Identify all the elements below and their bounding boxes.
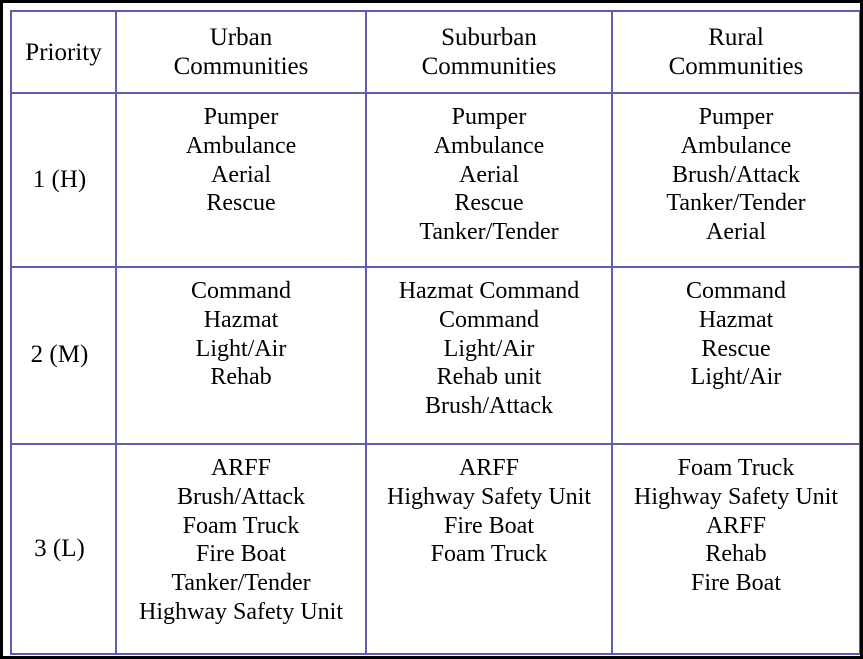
apparatus-list-rural xyxy=(613,94,859,247)
apparatus-item: Hazmat xyxy=(203,306,279,333)
apparatus-item: Light/Air xyxy=(195,335,287,362)
apparatus-item: Aerial xyxy=(459,161,519,188)
apparatus-item: Highway Safety Unit xyxy=(634,483,838,510)
priority-label: 3 (L) xyxy=(34,534,85,562)
apparatus-item: Hazmat Command xyxy=(398,278,580,304)
apparatus-item: Aerial xyxy=(211,161,271,188)
table-body xyxy=(11,93,860,654)
priority-cell xyxy=(11,444,116,654)
priority-cell xyxy=(11,267,116,444)
apparatus-item: Pumper xyxy=(203,104,279,130)
apparatus-cell-rural xyxy=(612,267,860,444)
apparatus-item: Rescue xyxy=(206,190,276,217)
table-row xyxy=(11,267,860,444)
column-header-priority-label xyxy=(12,38,115,67)
apparatus-item: Rescue xyxy=(701,335,771,362)
column-header-suburban-label xyxy=(367,23,611,81)
column-header-suburban-line1: Suburban xyxy=(441,24,537,51)
apparatus-cell-urban xyxy=(116,267,366,444)
apparatus-item: Rehab xyxy=(210,364,272,391)
apparatus-item: ARFF xyxy=(705,512,767,539)
apparatus-list-urban xyxy=(117,268,365,392)
apparatus-cell-rural xyxy=(612,444,860,654)
apparatus-item: Tanker/Tender xyxy=(666,190,806,217)
priority-cell xyxy=(11,93,116,267)
apparatus-cell-urban xyxy=(116,93,366,267)
table-row xyxy=(11,444,860,654)
apparatus-cell-suburban xyxy=(366,444,612,654)
apparatus-item: Tanker/Tender xyxy=(419,219,559,246)
column-header-urban-label xyxy=(117,23,365,81)
column-header-urban-line2: Communities xyxy=(173,53,309,80)
apparatus-item: Ambulance xyxy=(433,132,545,159)
apparatus-item: Aerial xyxy=(706,219,766,246)
apparatus-item: Command xyxy=(439,306,539,333)
apparatus-item: Light/Air xyxy=(443,335,535,362)
table-header xyxy=(11,11,860,93)
apparatus-item: Rehab unit xyxy=(436,364,542,391)
apparatus-cell-suburban xyxy=(366,267,612,444)
column-header-rural xyxy=(612,11,860,93)
apparatus-item: Tanker/Tender xyxy=(171,570,311,597)
apparatus-item: Foam Truck xyxy=(677,455,795,481)
apparatus-list-suburban xyxy=(367,268,611,421)
apparatus-item: Fire Boat xyxy=(196,541,286,568)
apparatus-item: Pumper xyxy=(698,104,774,130)
apparatus-item: Highway Safety Unit xyxy=(139,598,343,625)
apparatus-list-rural xyxy=(613,268,859,392)
column-header-urban-line1: Urban xyxy=(209,24,273,51)
apparatus-cell-suburban xyxy=(366,93,612,267)
apparatus-item: Rescue xyxy=(454,190,524,217)
apparatus-item: Brush/Attack xyxy=(672,161,800,188)
apparatus-item: Brush/Attack xyxy=(425,393,553,420)
apparatus-item: Pumper xyxy=(451,104,527,130)
apparatus-item: Light/Air xyxy=(690,364,782,391)
apparatus-item: Brush/Attack xyxy=(177,483,305,510)
column-header-rural-line2: Communities xyxy=(668,53,804,80)
priority-apparatus-table xyxy=(10,10,861,655)
apparatus-item: Fire Boat xyxy=(444,512,534,539)
apparatus-list-rural xyxy=(613,445,859,598)
apparatus-list-urban xyxy=(117,445,365,627)
apparatus-cell-rural xyxy=(612,93,860,267)
table-row xyxy=(11,93,860,267)
apparatus-list-urban xyxy=(117,94,365,218)
apparatus-item: Highway Safety Unit xyxy=(387,483,591,510)
priority-label: 1 (H) xyxy=(32,165,87,193)
table-header-row xyxy=(11,11,860,93)
column-header-rural-label xyxy=(613,23,859,81)
apparatus-item: Rehab xyxy=(705,541,767,568)
apparatus-item: ARFF xyxy=(458,455,520,481)
apparatus-item: Ambulance xyxy=(680,132,792,159)
apparatus-item: Foam Truck xyxy=(182,512,300,539)
column-header-priority-line1: Priority xyxy=(25,38,102,66)
apparatus-item: Command xyxy=(191,278,291,304)
apparatus-item: ARFF xyxy=(210,455,272,481)
column-header-suburban-line2: Communities xyxy=(421,53,557,80)
priority-label: 2 (M) xyxy=(30,341,89,369)
column-header-suburban xyxy=(366,11,612,93)
apparatus-item: Foam Truck xyxy=(430,541,548,568)
apparatus-item: Ambulance xyxy=(185,132,297,159)
apparatus-item: Command xyxy=(686,278,786,304)
apparatus-cell-urban xyxy=(116,444,366,654)
apparatus-item: Fire Boat xyxy=(691,570,781,597)
apparatus-item: Hazmat xyxy=(698,306,774,333)
column-header-rural-line1: Rural xyxy=(708,24,764,51)
apparatus-list-suburban xyxy=(367,94,611,247)
column-header-urban xyxy=(116,11,366,93)
apparatus-list-suburban xyxy=(367,445,611,569)
column-header-priority xyxy=(11,11,116,93)
